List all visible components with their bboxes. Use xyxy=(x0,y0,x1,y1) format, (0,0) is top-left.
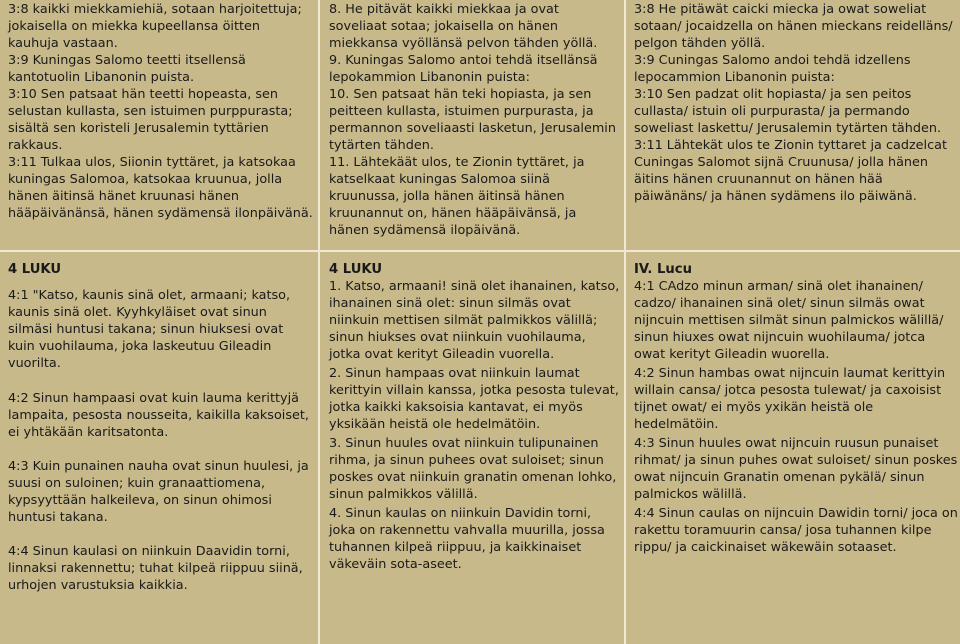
verse: 8. He pitävät kaikki miekkaa ja ovat soveliaat sotaa; jokaisella on hänen miekkansa vyöllänsä pelvon tähden yöllä. xyxy=(329,2,598,51)
verse: 4:1 "Katso, kaunis sinä olet, armaani; katso, kaunis sinä olet. Kyyhkyläiset ovat sinun silmäsi huntusi takana; sinun hiuksesi ovat kuin vuohilauma, joka laskeutuu Gileadin vuorilta. xyxy=(8,288,291,371)
verse: 4:1 CAdzo minun arman/ sinä olet ihanainen/ cadzo/ ihanainen sinä olet/ sinun silmäs owat nijncuin mettisen silmät sinun palmickos wälillä/ sinun hiuxes owat nijncuin wuohilauma/ jotca owat kerityt Gileadin wuorella. xyxy=(634,279,944,362)
verse: 4:2 Sinun hampaasi ovat kuin lauma kerittyjä lampaita, pesosta nousseita, kaikilla kaksoiset, ei yhtäkään karitsatonta. xyxy=(8,391,309,440)
column-1776-finnish xyxy=(320,0,624,644)
top-cell xyxy=(320,1,624,239)
chapter-heading: 4 LUKU xyxy=(8,262,62,277)
chapter-heading: 4 LUKU xyxy=(329,262,383,277)
verse: 3:9 Kuningas Salomo teetti itsellensä kantotuolin Libanonin puista. xyxy=(8,53,246,85)
column-1642-finnish xyxy=(626,0,960,644)
verse: 10. Sen patsaat hän teki hopiasta, ja sen peitteen kullasta, istuimen purpurasta, ja permannon soveliaasti lasketun, Jerusalemin tytärten tähden. xyxy=(329,87,616,153)
verse: 3:8 He pitäwät caicki miecka ja owat soweliat sotaan/ jocaidzella on hänen mieckans reidelläns/ pelgon tähden yöllä. xyxy=(634,2,953,51)
verse: 4:4 Sinun kaulasi on niinkuin Daavidin torni, linnaksi rakennettu; tuhat kilpeä riippuu siinä, urhojen varustuksia kaikkia. xyxy=(8,544,303,593)
top-cell xyxy=(0,1,318,222)
verse: 2. Sinun hampaas ovat niinkuin laumat kerittyin villain kanssa, jotka pesosta tulevat, jotka kaikki kaksoisia kantavat, ei myös yksikään heistä ole hedelmätöin. xyxy=(329,366,619,432)
verse: 4:3 Sinun huules owat nijncuin ruusun punaiset rihmat/ ja sinun puhes owat suloiset/ sinun poskes owat nijncuin Granatin omenan pykälä/ sinun palmickos wälillä. xyxy=(634,436,958,502)
verse: 3:10 Sen padzat olit hopiasta/ ja sen peitos cullasta/ istuin oli purpurasta/ ja permando soweliast laskettu/ Jerusalemin tytärten tähden. xyxy=(634,87,942,136)
verse: 1. Katso, armaani! sinä olet ihanainen, katso, ihanainen sinä olet: sinun silmäs ovat niinkuin mettisen silmät palmikkos välillä; sinun hiukses ovat niinkuin vuohilauma, jotka ovat kerityt Gileadin vuorella. xyxy=(329,279,620,362)
verse: 3:8 kaikki miekkamiehiä, sotaan harjoitettuja; jokaisella on miekka kupeellansa öitten kauhuja vastaan. xyxy=(8,2,302,51)
verse: 4:4 Sinun caulas on nijncuin Dawidin torni/ joca on rakettu toramuurin cansa/ josa tuhannen kilpe rippu/ ja caickinaiset wäkewäin sotaaset. xyxy=(634,506,958,555)
verse: 9. Kuningas Salomo antoi tehdä itsellänsä lepokammion Libanonin puista: xyxy=(329,53,598,85)
top-cell xyxy=(626,1,960,205)
verse: 4:2 Sinun hambas owat nijncuin laumat kerittyin willain cansa/ jotca pesosta tulewat/ ja caxoisist tijnet owat/ ei myös yxikän heistä ole hedelmätöin. xyxy=(634,366,946,432)
bottom-cell xyxy=(626,261,960,556)
column-modern-finnish xyxy=(0,0,318,644)
verse: 3. Sinun huules ovat niinkuin tulipunainen rihma, ja sinun puhees ovat suloiset; sinun poskes ovat niinkuin granatin omenan lohko, sinun palmikkos välillä. xyxy=(329,436,617,502)
verse: 3:10 Sen patsaat hän teetti hopeasta, sen selustan kullasta, sen istuimen purppurasta; sisältä sen koristeli Jerusalemin tyttärien rakkaus. xyxy=(8,87,293,153)
verse: 11. Lähtekäät ulos, te Zionin tyttäret, ja katselkaat kuningas Salomoa siinä kruunussa, jolla hänen äitinsä hänen kruunannut on, hänen hääpäivänsä, ja hänen sydämensä ilopäivänä. xyxy=(329,155,585,238)
verse: 3:9 Cuningas Salomo andoi tehdä idzellens lepocammion Libanonin puista: xyxy=(634,53,911,85)
bottom-cell xyxy=(320,261,624,573)
verse: 4:3 Kuin punainen nauha ovat sinun huulesi, ja suusi on suloinen; kuin granaattiomena, kypsyyttään halkeileva, on sinun ohimosi huntusi takana. xyxy=(8,459,309,525)
verse: 3:11 Tulkaa ulos, Siionin tyttäret, ja katsokaa kuningas Salomoa, katsokaa kruunua, jolla hänen äitinsä hänet kruunasi hänen hääpäivänänsä, hänen sydämensä ilonpäivänä. xyxy=(8,155,313,221)
bottom-cell xyxy=(0,261,318,594)
verse: 3:11 Lähtekät ulos te Zionin tyttaret ja cadzelcat Cuningas Salomot sijnä Cruunusa/ jolla hänen äitins hänen cruunannut on hänen hää päiwänäns/ ja hänen sydämens ilo päiwänä. xyxy=(634,138,947,204)
verse: 4. Sinun kaulas on niinkuin Davidin torni, joka on rakennettu vahvalla muurilla, jossa tuhannen kilpeä riippuu, ja kaikkinaiset väkeväin sota-aseet. xyxy=(329,506,605,572)
chapter-heading: IV. Lucu xyxy=(634,262,693,277)
